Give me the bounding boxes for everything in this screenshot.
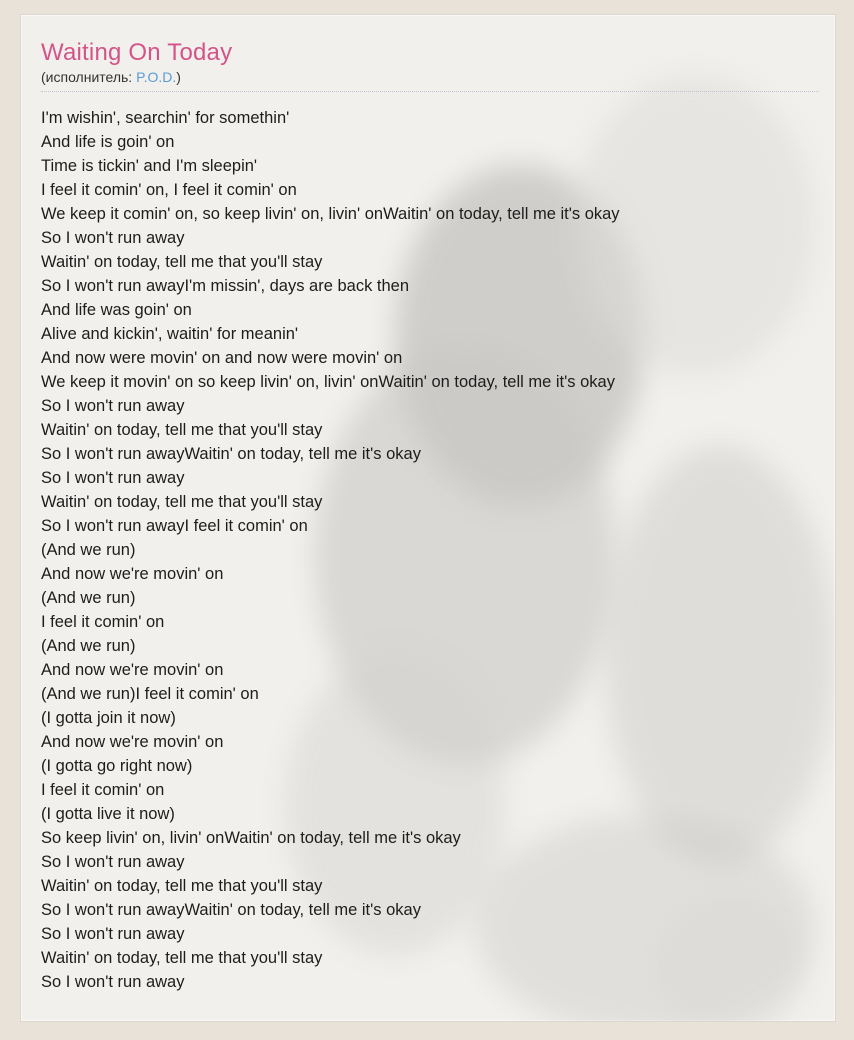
lyrics-line: I feel it comin' on, I feel it comin' on [41,181,297,199]
lyrics-line: (And we run) [41,637,136,655]
lyrics-line: And now we're movin' on [41,661,224,679]
lyrics-line: So I won't run away [41,853,185,871]
lyrics-line: Waitin' on today, tell me that you'll stay [41,253,323,271]
lyrics-line: Waitin' on today, tell me that you'll stay [41,877,323,895]
lyrics-line: And now were movin' on and now were movin' on [41,349,403,367]
lyrics-line: (And we run) [41,541,136,559]
lyrics-line: So I won't run away [41,229,185,247]
lyrics-line: Time is tickin' and I'm sleepin' [41,157,258,175]
lyrics-line: And life is goin' on [41,133,175,151]
artist-suffix-label: ) [176,69,181,85]
lyrics-line: (And we run) [41,589,136,607]
lyrics-content [21,15,835,1004]
lyrics-line: We keep it comin' on, so keep livin' on, livin' onWaitin' on today, tell me it's okay [41,205,620,223]
page-title: Waiting On Today [41,39,233,66]
artist-link[interactable]: P.O.D. [136,69,177,85]
lyrics-line: So I won't run awayWaitin' on today, tell me it's okay [41,901,421,919]
lyrics-body [41,106,815,994]
lyrics-line: So I won't run awayWaitin' on today, tell me it's okay [41,445,421,463]
artist-prefix-label: (исполнитель: [41,69,137,85]
lyrics-line: I'm wishin', searchin' for somethin' [41,109,290,127]
lyrics-sheet [20,14,836,1022]
lyrics-line: So I won't run awayI'm missin', days are back then [41,277,410,295]
lyrics-line: I feel it comin' on [41,781,165,799]
lyrics-line: We keep it movin' on so keep livin' on, livin' onWaitin' on today, tell me it's okay [41,373,615,391]
lyrics-line: Waitin' on today, tell me that you'll stay [41,421,323,439]
lyrics-line: (I gotta go right now) [41,757,193,775]
lyrics-line: So keep livin' on, livin' onWaitin' on today, tell me it's okay [41,829,461,847]
lyrics-line: So I won't run away [41,973,185,991]
lyrics-line: And now we're movin' on [41,733,224,751]
lyrics-line: So I won't run away [41,925,185,943]
lyrics-line: So I won't run away [41,469,185,487]
lyrics-line: Waitin' on today, tell me that you'll stay [41,493,323,511]
lyrics-line: (And we run)I feel it comin' on [41,685,259,703]
lyrics-line: So I won't run away [41,397,185,415]
lyrics-line: (I gotta live it now) [41,805,175,823]
lyrics-line: So I won't run awayI feel it comin' on [41,517,308,535]
lyrics-line: (I gotta join it now) [41,709,176,727]
lyrics-line: And life was goin' on [41,301,192,319]
lyrics-line: Alive and kickin', waitin' for meanin' [41,325,299,343]
lyrics-line: Waitin' on today, tell me that you'll stay [41,949,323,967]
lyrics-line: I feel it comin' on [41,613,165,631]
artist-line [41,69,819,92]
lyrics-line: And now we're movin' on [41,565,224,583]
